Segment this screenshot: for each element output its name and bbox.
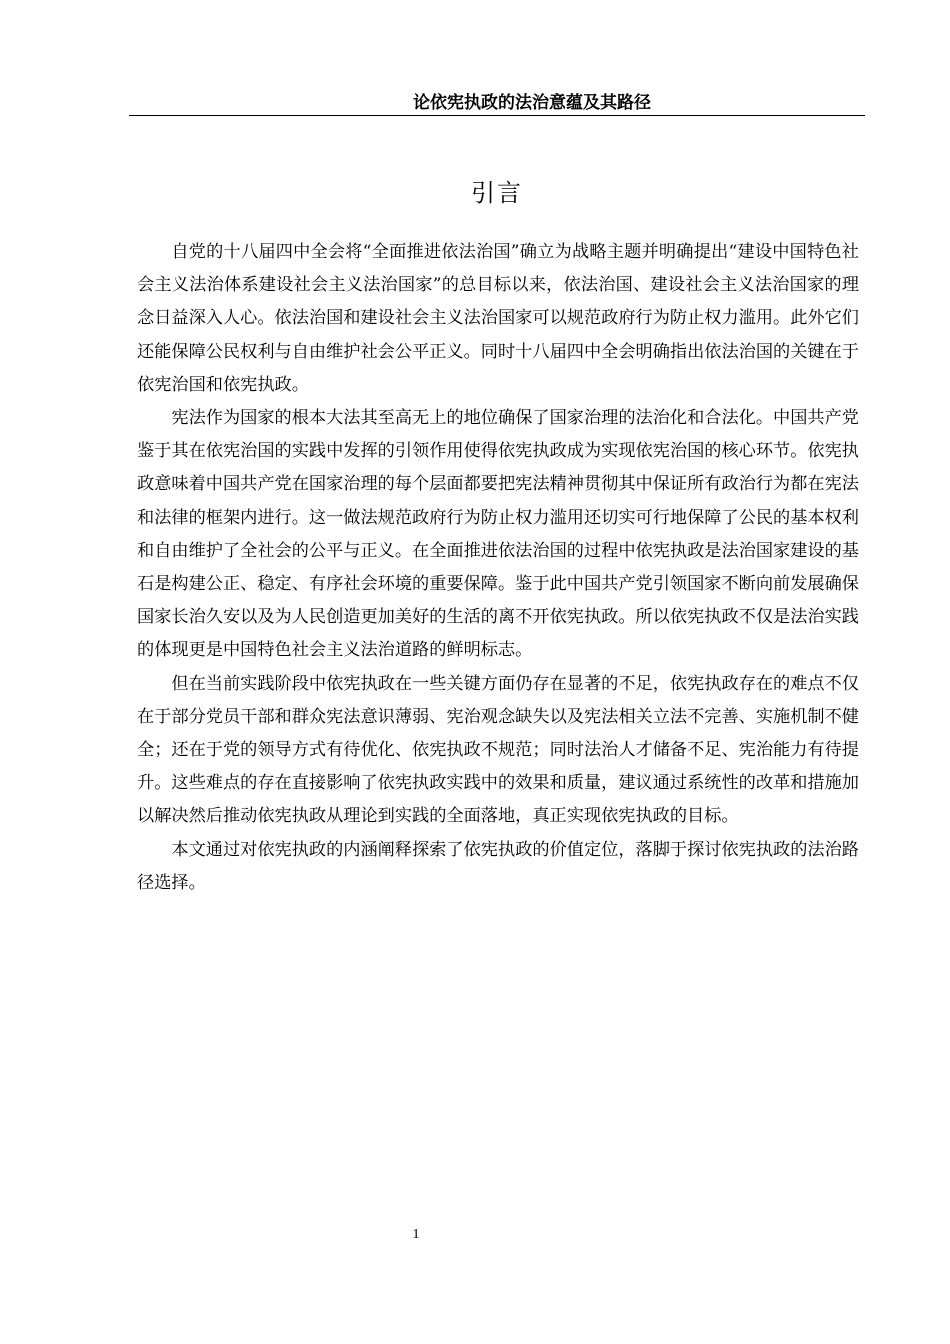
- section-title: 引言: [471, 179, 523, 207]
- paragraph: 宪法作为国家的根本大法其至高无上的地位确保了国家治理的法治化和合法化。中国共产党鉴于其在依宪治国的实践中发挥的引领作用使得依宪执政成为实现依宪治国的核心环节。依宪执政意味着中国共产党在国家治理的每个层面都要把宪法精神贯彻其中保证所有政治行为都在宪法和法律的框架内进行。这一做法规范政府行为防止权力滥用还切实可行地保障了公民的基本权利和自由维护了全社会的公平与正义。在全面推进依法治国的过程中依宪执政是法治国家建设的基石是构建公正、稳定、有序社会环境的重要保障。鉴于此中国共产党引领国家不断向前发展确保国家长治久安以及为人民创造更加美好的生活的离不开依宪执政。所以依宪执政不仅是法治实践的体现更是中国特色社会主义法治道路的鲜明标志。: [137, 408, 859, 661]
- running-header: 论依宪执政的法治意蕴及其路径: [413, 93, 651, 113]
- paragraph: 自党的十八届四中全会将“全面推进依法治国”确立为战略主题并明确提出“建设中国特色社会主义法治体系建设社会主义法治国家”的总目标以来，依法治国、建设社会主义法治国家的理念日益深入人心。依法治国和建设社会主义法治国家可以规范政府行为防止权力滥用。此外它们还能保障公民权利与自由维护社会公平正义。同时十八届四中全会明确指出依法治国的关键在于依宪治国和依宪执政。: [137, 242, 859, 395]
- page-number: 1: [412, 1227, 420, 1242]
- header-divider: [129, 115, 865, 116]
- paragraph: 本文通过对依宪执政的内涵阐释探索了依宪执政的价值定位，落脚于探讨依宪执政的法治路径选择。: [137, 839, 859, 893]
- body-text: [137, 236, 859, 900]
- paragraph: 但在当前实践阶段中依宪执政在一些关键方面仍存在显著的不足，依宪执政存在的难点不仅在于部分党员干部和群众宪法意识薄弱、宪治观念缺失以及宪法相关立法不完善、实施机制不健全；还在于党的领导方式有待优化、依宪执政不规范；同时法治人才储备不足、宪治能力有待提升。这些难点的存在直接影响了依宪执政实践中的效果和质量，建议通过系统性的改革和措施加以解决然后推动依宪执政从理论到实践的全面落地，真正实现依宪执政的目标。: [137, 673, 859, 827]
